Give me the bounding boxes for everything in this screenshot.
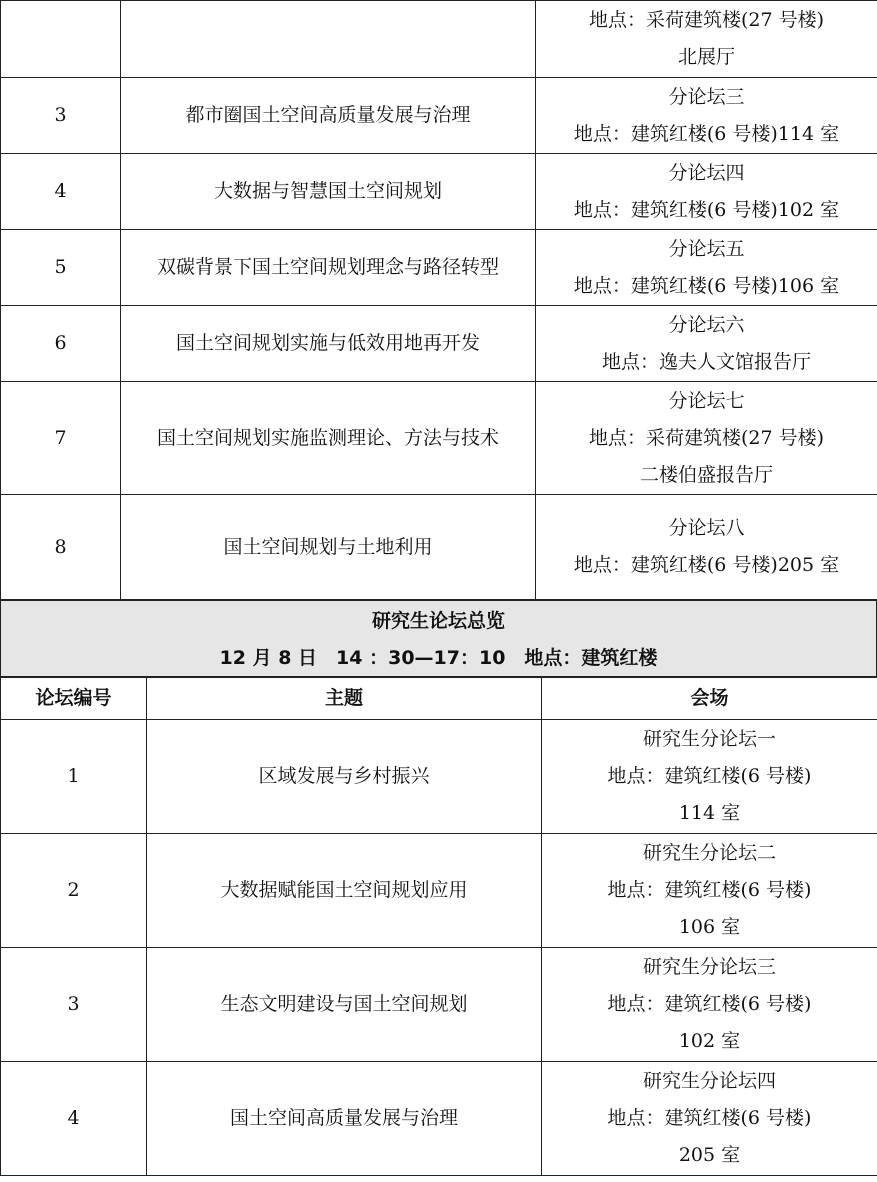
forum-venue <box>542 1062 877 1176</box>
table-header-row <box>1 678 877 720</box>
forum-venue <box>542 720 877 834</box>
forum-number: 3 <box>1 78 121 154</box>
table-row <box>1 948 877 1062</box>
venue-line: 地点：采荷建筑楼(27 号楼) <box>588 9 825 31</box>
venue-line: 114 室 <box>678 802 741 824</box>
forum-venue <box>542 948 877 1062</box>
venue-line: 二楼伯盛报告厅 <box>639 463 773 486</box>
forum-venue <box>536 495 877 600</box>
forum-topic <box>121 495 536 600</box>
venue-line: 研究生分论坛二 <box>642 842 776 864</box>
graduate-forum-banner <box>0 599 877 677</box>
forum-number: 7 <box>1 382 121 495</box>
venue-line: 分论坛四 <box>668 161 745 184</box>
venue-line: 205 室 <box>678 1144 741 1166</box>
venue-line: 分论坛七 <box>668 389 745 412</box>
venue-line: 研究生分论坛一 <box>642 728 776 750</box>
forum-number <box>1 1 121 78</box>
topic-text: 国土空间规划实施与低效用地再开发 <box>175 332 480 354</box>
table-row <box>1 834 877 948</box>
table-row <box>1 78 877 154</box>
topic-text: 区域发展与乡村振兴 <box>258 765 430 787</box>
table-row <box>1 495 877 600</box>
forum-number: 4 <box>1 154 121 230</box>
venue-line: 地点：采荷建筑楼(27 号楼) <box>588 426 825 449</box>
venue-line: 地点：建筑红楼(6 号楼) <box>607 765 812 787</box>
forum-number: 3 <box>1 948 147 1062</box>
table-row <box>1 382 877 495</box>
forum-topic <box>121 230 536 306</box>
venue-line: 北展厅 <box>677 46 735 68</box>
banner-subtitle: 12 月 8 日 14 ：30—17：10 地点：建筑红楼 <box>219 647 658 669</box>
forum-number: 6 <box>1 306 121 382</box>
venue-line: 研究生分论坛四 <box>642 1070 776 1092</box>
topic-text: 大数据与智慧国土空间规划 <box>213 180 442 202</box>
forum-topic <box>121 1 536 78</box>
forum-venue <box>536 1 877 78</box>
forum-venue <box>536 230 877 306</box>
venue-line: 102 室 <box>678 1030 741 1052</box>
topic-text: 大数据赋能国土空间规划应用 <box>220 879 468 901</box>
banner-title: 研究生论坛总览 <box>371 610 505 632</box>
table-row <box>1 720 877 834</box>
venue-line: 地点：逸夫人文馆报告厅 <box>601 350 811 373</box>
column-header-venue: 会场 <box>542 678 877 720</box>
table-row <box>1 230 877 306</box>
venue-line: 分论坛八 <box>668 517 745 539</box>
table-row <box>1 154 877 230</box>
forum-venue <box>536 382 877 495</box>
forum-number: 4 <box>1 1062 147 1176</box>
forum-venue <box>536 154 877 230</box>
venue-line: 地点：建筑红楼(6 号楼)205 室 <box>573 554 840 576</box>
forum-topic <box>121 78 536 154</box>
forum-venue <box>536 78 877 154</box>
topic-text: 都市圈国土空间高质量发展与治理 <box>185 104 471 126</box>
forum-topic <box>147 834 542 948</box>
topic-text: 双碳背景下国土空间规划理念与路径转型 <box>156 256 499 278</box>
forum-topic <box>147 948 542 1062</box>
forum-number: 8 <box>1 495 121 600</box>
venue-line: 分论坛五 <box>668 237 745 260</box>
forum-number: 2 <box>1 834 147 948</box>
venue-line: 地点：建筑红楼(6 号楼) <box>607 1107 812 1129</box>
forum-number: 5 <box>1 230 121 306</box>
forum-topic <box>121 382 536 495</box>
venue-line: 地点：建筑红楼(6 号楼)106 室 <box>573 274 840 297</box>
venue-line: 地点：建筑红楼(6 号楼) <box>607 993 812 1015</box>
forum-topic <box>121 154 536 230</box>
topic-text: 国土空间规划实施监测理论、方法与技术 <box>156 426 499 449</box>
forum-topic <box>121 306 536 382</box>
forum-venue <box>536 306 877 382</box>
forum-topic <box>147 1062 542 1176</box>
table-row <box>1 1062 877 1176</box>
topic-text: 国土空间规划与土地利用 <box>223 535 433 558</box>
venue-line: 地点：建筑红楼(6 号楼)114 室 <box>573 122 840 145</box>
venue-line: 研究生分论坛三 <box>642 956 776 978</box>
table-row <box>1 306 877 382</box>
forum-number: 1 <box>1 720 147 834</box>
venue-line: 分论坛六 <box>668 313 745 336</box>
table-row <box>1 1 877 78</box>
forum-venue <box>542 834 877 948</box>
topic-text: 国土空间高质量发展与治理 <box>229 1107 458 1129</box>
graduate-forum-table <box>0 677 877 1176</box>
venue-line: 分论坛三 <box>668 85 745 108</box>
forum-topic <box>147 720 542 834</box>
venue-line: 106 室 <box>678 916 741 938</box>
topic-text: 生态文明建设与国土空间规划 <box>220 993 468 1015</box>
venue-line: 地点：建筑红楼(6 号楼) <box>607 879 812 901</box>
column-header-number: 论坛编号 <box>1 678 147 720</box>
venue-line: 地点：建筑红楼(6 号楼)102 室 <box>573 198 840 221</box>
column-header-topic: 主题 <box>147 678 542 720</box>
